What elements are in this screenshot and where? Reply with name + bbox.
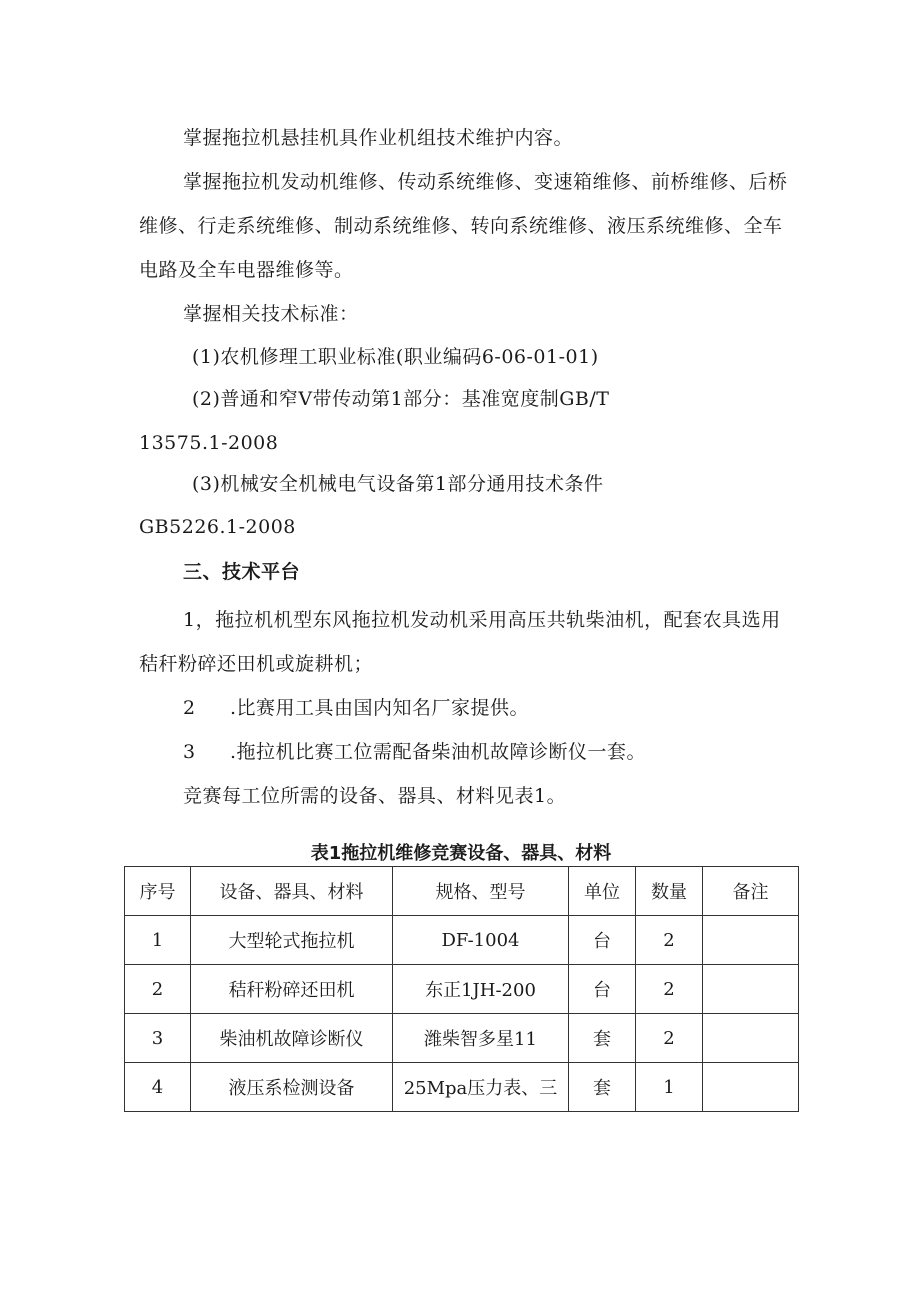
cell-equipment: 柴油机故障诊断仪 — [191, 1014, 393, 1063]
cell-remarks — [703, 916, 799, 965]
cell-index: 1 — [125, 916, 191, 965]
header-spec-model: 规格、型号 — [393, 867, 569, 916]
cell-quantity: 1 — [636, 1063, 703, 1112]
table-row — [125, 916, 799, 965]
cell-index: 4 — [125, 1063, 191, 1112]
cell-unit: 台 — [569, 916, 636, 965]
cell-index: 3 — [125, 1014, 191, 1063]
platform-item-1-line1: 1，拖拉机机型东风拖拉机发动机采用高压共轨柴油机，配套农具选用 — [183, 609, 781, 631]
platform-item-2-text: .比赛用工具由国内知名厂家提供。 — [230, 697, 530, 719]
paragraph-suspension-maintenance: 掌握拖拉机悬挂机具作业机组技术维护内容。 — [183, 127, 574, 149]
paragraph-repair-scope-line3: 电路及全车电器维修等。 — [139, 259, 354, 281]
standard-item-3-line2: GB5226.1-2008 — [139, 516, 296, 538]
header-unit: 单位 — [569, 867, 636, 916]
cell-quantity: 2 — [636, 916, 703, 965]
header-index: 序号 — [125, 867, 191, 916]
platform-item-3-number: 3 — [183, 741, 196, 763]
cell-spec-model: DF-1004 — [393, 916, 569, 965]
paragraph-repair-scope-line1: 掌握拖拉机发动机维修、传动系统维修、变速箱维修、前桥维修、后桥 — [183, 171, 788, 193]
table-row — [125, 1014, 799, 1063]
cell-index: 2 — [125, 965, 191, 1014]
platform-item-2-number: 2 — [183, 697, 196, 719]
paragraph-table-reference: 竞赛每工位所需的设备、器具、材料见表1。 — [183, 785, 567, 807]
cell-unit: 套 — [569, 1063, 636, 1112]
cell-spec-model: 潍柴智多星11 — [393, 1014, 569, 1063]
platform-item-3-text: .拖拉机比赛工位需配备柴油机故障诊断仪一套。 — [230, 741, 647, 763]
cell-unit: 台 — [569, 965, 636, 1014]
header-equipment: 设备、器具、材料 — [191, 867, 393, 916]
table-row — [125, 1063, 799, 1112]
paragraph-standards-intro: 掌握相关技术标准： — [183, 303, 359, 325]
table-header-row — [125, 867, 799, 916]
standard-item-3-line1: (3)机械安全机械电气设备第1部分通用技术条件 — [192, 473, 604, 495]
section-heading-tech-platform: 三、技术平台 — [183, 561, 301, 583]
table-caption: 表1拖拉机维修竞赛设备、器具、材料 — [310, 843, 612, 864]
platform-item-1-line2: 秸秆粉碎还田机或旋耕机； — [139, 653, 374, 675]
cell-unit: 套 — [569, 1014, 636, 1063]
cell-equipment: 秸秆粉碎还田机 — [191, 965, 393, 1014]
cell-spec-model: 25Mpa压力表、三 — [393, 1063, 569, 1112]
standard-item-2-line2: 13575.1-2008 — [139, 432, 279, 454]
cell-remarks — [703, 1063, 799, 1112]
header-remarks: 备注 — [703, 867, 799, 916]
paragraph-repair-scope-line2: 维修、行走系统维修、制动系统维修、转向系统维修、液压系统维修、全车 — [139, 215, 783, 237]
cell-equipment: 液压系检测设备 — [191, 1063, 393, 1112]
equipment-table — [124, 866, 799, 1112]
standard-item-2-line1: (2)普通和窄V带传动第1部分：基准宽度制GB/T — [192, 388, 610, 410]
header-quantity: 数量 — [636, 867, 703, 916]
cell-spec-model: 东正1JH-200 — [393, 965, 569, 1014]
table-row — [125, 965, 799, 1014]
standard-item-1: (1)农机修理工职业标准(职业编码6-06-01-01) — [192, 346, 599, 368]
cell-quantity: 2 — [636, 965, 703, 1014]
cell-remarks — [703, 965, 799, 1014]
cell-equipment: 大型轮式拖拉机 — [191, 916, 393, 965]
cell-remarks — [703, 1014, 799, 1063]
cell-quantity: 2 — [636, 1014, 703, 1063]
